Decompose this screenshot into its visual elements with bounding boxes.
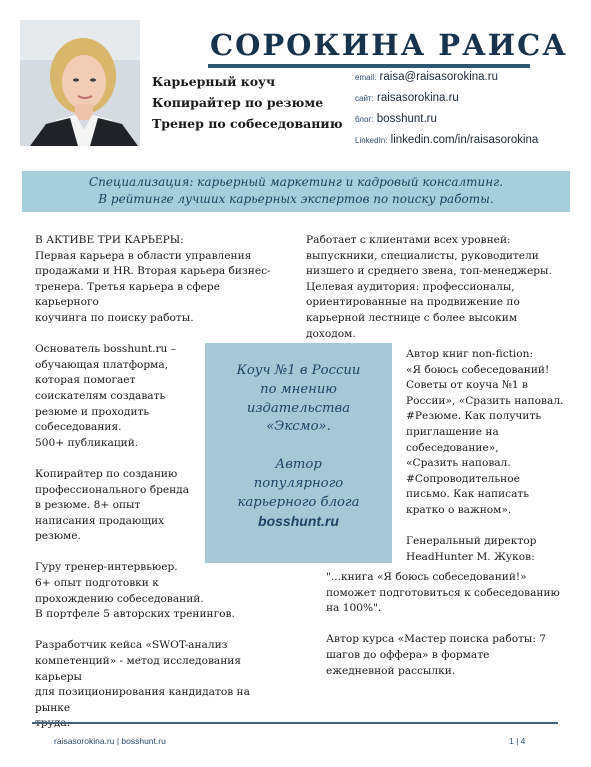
course-paragraph [326, 632, 576, 679]
highlight-line: Коуч №1 в России [236, 363, 361, 378]
highlight-spacer [205, 437, 392, 456]
text-line: 500+ публикаций. [35, 436, 139, 449]
text-line: которая помогает [35, 374, 136, 387]
highlight-line: по мнению [260, 381, 337, 397]
banner-line: Специализация: карьерный маркетинг и кадровый консалтинг. [88, 175, 504, 189]
person-name: СОРОКИНА РАИСА [210, 28, 568, 62]
text-line: #Сопроводительное [406, 472, 520, 485]
text-line: продажами и HR. Вторая карьера бизнес- [35, 265, 271, 278]
text-line: низшего и среднего звена, топ-менеджеры. [306, 265, 552, 278]
text-line: Разработчик кейса «SWOT-анализ [35, 639, 228, 652]
text-line: поможет подготовиться к собеседованию [326, 586, 560, 599]
text-line: резюме и проходить [35, 405, 150, 418]
roles-list [152, 71, 343, 134]
specialization-banner [22, 171, 570, 212]
contact-label: сайт: [355, 94, 374, 103]
text-line: на 100%". [326, 602, 382, 615]
text-line: выпускники, специалисты, руководители [306, 249, 539, 262]
email-link[interactable]: raisa@raisasorokina.ru [379, 71, 498, 83]
footer-divider [32, 722, 558, 724]
highlight-line: «Эксмо». [266, 419, 331, 435]
highlight-box [205, 343, 392, 563]
swot-paragraph [35, 638, 281, 732]
linkedin-link[interactable]: linkedin.com/in/raisasorokina [390, 134, 539, 146]
contact-linkedin [355, 130, 538, 151]
banner-line: В рейтинге лучших карьерных экспертов по поиску работы. [98, 192, 494, 206]
text-line: карьерной лестнице с более высоким доходом. [306, 311, 518, 340]
text-line: ежедневной рассылки. [326, 664, 456, 677]
blog-link[interactable]: bosshunt.ru [376, 113, 437, 125]
portrait-image [20, 20, 140, 146]
text-line: Автор курса «Мастер поиска работы: 7 [326, 633, 547, 646]
text-line: приглашение на [406, 425, 499, 438]
text-line: «Я боюсь собеседований! [406, 363, 550, 376]
contact-blog [355, 109, 538, 130]
text-line: «Сразить наповал. [406, 457, 511, 470]
review-quote [326, 570, 576, 617]
text-line: написания продающих [35, 514, 165, 527]
text-line: #Резюме. Как получить [406, 410, 542, 423]
contact-label: блог: [355, 115, 374, 124]
text-line: России», «Сразить наповал. [406, 394, 564, 407]
blog-site-link[interactable]: bosshunt.ru [258, 513, 339, 530]
text-line: Целевая аудитория: профессионалы, [306, 280, 515, 293]
text-line: ориентированные на продвижение по [306, 296, 520, 309]
director-paragraph [406, 534, 574, 565]
text-line: обучающая платформа, [35, 358, 169, 371]
text-line: Основатель bosshunt.ru – [35, 343, 177, 356]
clients-text [306, 233, 568, 342]
clients-paragraph [306, 233, 568, 342]
highlight-line: Автор [275, 456, 322, 472]
books-paragraph [406, 347, 574, 519]
text-line: тренера. Третья карьера в сфере карьерного [35, 280, 220, 309]
text-line: "...книга «Я боюсь собеседований!» [326, 571, 527, 583]
highlight-line: популярного [253, 475, 344, 491]
contact-email [355, 67, 538, 88]
text-line: собеседование», [406, 441, 499, 454]
text-line: Автор книг non-fiction: [406, 348, 534, 360]
text-line: соискателям создавать [35, 389, 166, 402]
text-line: Генеральный директор [406, 535, 537, 548]
text-line: кратко о важном». [406, 503, 512, 516]
role-item: Тренер по собеседованию [152, 116, 343, 131]
footer-links[interactable]: raisasorokina.ru | bosshunt.ru [54, 736, 166, 746]
text-line: собеседования. [35, 421, 122, 434]
text-line: 6+ опыт подготовки к [35, 577, 159, 590]
text-line: В портфеле 5 авторских тренингов. [35, 608, 235, 621]
text-line: Работает с клиентами всех уровней: [306, 234, 511, 246]
text-line: письмо. Как написать [406, 488, 530, 501]
text-line: резюме. [35, 530, 81, 543]
section-heading: В АКТИВЕ ТРИ КАРЬЕРЫ: [35, 234, 184, 246]
text-line: в резюме. 8+ опыт [35, 499, 141, 512]
books-section [406, 347, 574, 565]
text-line: шагов до оффера» в формате [326, 648, 490, 661]
highlight-line: карьерного блога [237, 494, 360, 510]
text-line: HeadHunter М. Жуков: [406, 550, 535, 563]
text-line: Гуру тренер-интервьюер. [35, 561, 178, 574]
text-line: коучинга по поиску работы. [35, 311, 194, 324]
highlight-line: издательства [246, 400, 351, 416]
text-line: Первая карьера в области управления [35, 249, 252, 262]
trainer-paragraph [35, 560, 281, 622]
text-line: профессионального бренда [35, 483, 190, 496]
careers-paragraph [35, 249, 281, 327]
role-item: Копирайтер по резюме [152, 95, 324, 110]
quote-section [326, 570, 576, 679]
page-number: 1 | 4 [509, 736, 526, 746]
text-line: прохождению собеседований. [35, 592, 204, 605]
contacts-block [355, 67, 538, 151]
text-line: Советы от коуча №1 в [406, 379, 528, 392]
contact-site [355, 88, 538, 109]
site-link[interactable]: raisasorokina.ru [377, 92, 459, 104]
text-line: Копирайтер по созданию [35, 467, 178, 480]
contact-label: email: [355, 73, 377, 82]
role-item: Карьерный коуч [152, 74, 276, 89]
contact-label: LinkedIn: [355, 136, 388, 145]
profile-photo [20, 20, 140, 146]
text-line: компетенций» - метод исследования карьеры [35, 655, 242, 683]
text-line: для позиционирования кандидатов на рынке [35, 686, 250, 714]
